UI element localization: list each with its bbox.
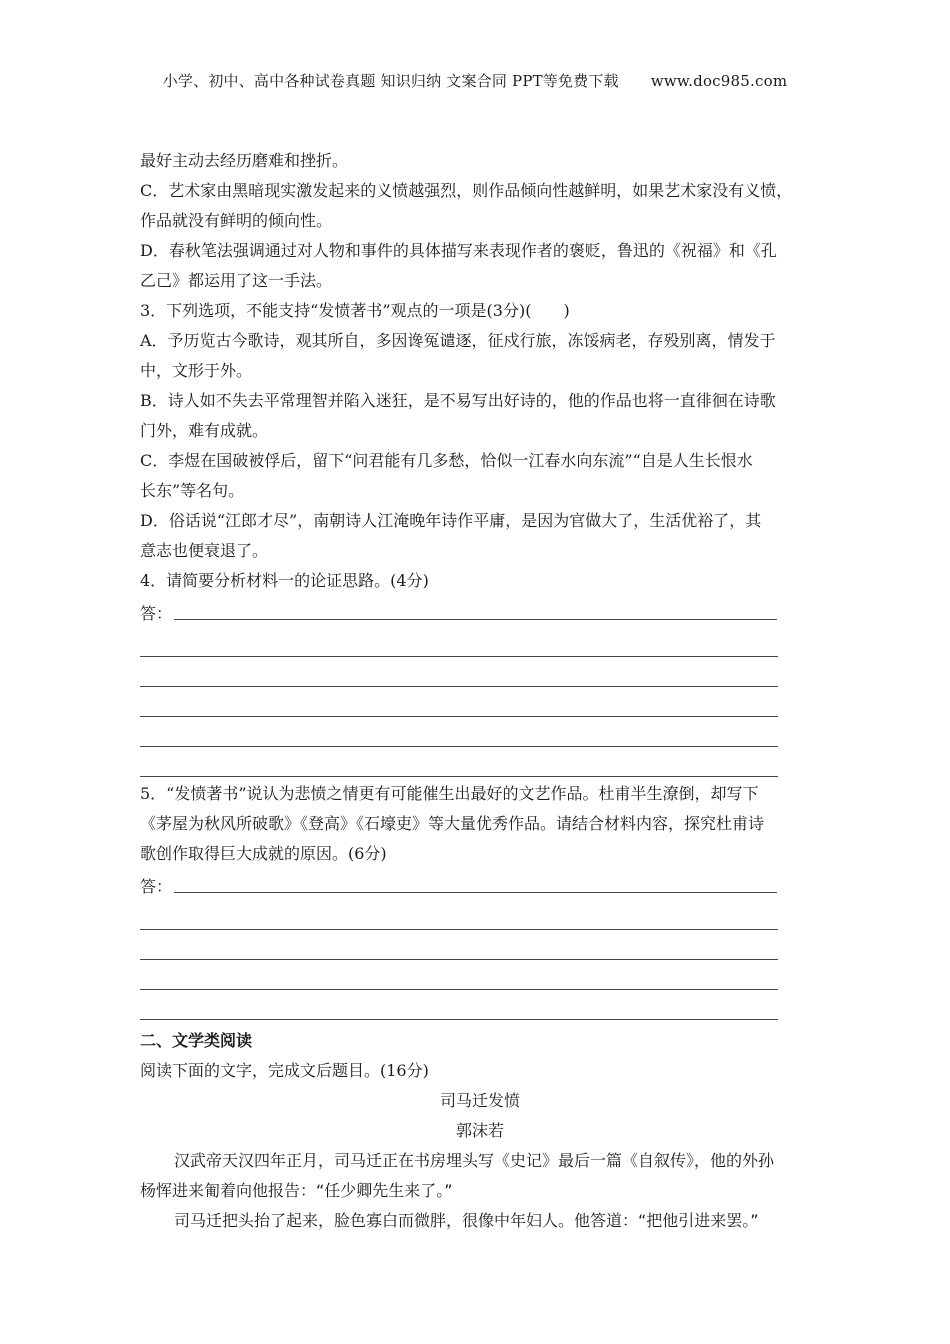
page-header	[0, 70, 950, 91]
header-text: 小学、初中、高中各种试卷真题 知识归纳 文案合同 PPT等免费下载	[162, 72, 619, 90]
story-paragraph-2: 司马迁把头抬了起来，脸色寡白而微胖，很像中年妇人。他答道：“把他引进来罢。”	[174, 1211, 759, 1230]
q5-answer-line[interactable]	[140, 960, 778, 990]
q3-option-c: C．李煜在国破被俘后，留下“问君能有几多愁，恰似一江春水向东流”“自是人生长恨水	[140, 451, 753, 470]
q4-answer-line[interactable]	[140, 687, 778, 717]
q3-stem: 3．下列选项，不能支持“发愤著书”观点的一项是(3分)( )	[140, 301, 570, 320]
q4-stem: 4．请简要分析材料一的论证思路。(4分)	[140, 571, 429, 590]
q5-answer-rule[interactable]	[174, 892, 777, 893]
q5-answer-line[interactable]	[140, 990, 778, 1020]
story-author: 郭沫若	[455, 1121, 504, 1140]
page-content	[140, 146, 820, 1236]
header-site-link[interactable]: www.doc985.com	[650, 72, 788, 90]
story-title: 司马迁发愤	[439, 1091, 520, 1110]
q5-answer-label: 答：	[140, 877, 173, 896]
section-instruction: 阅读下面的文字，完成文后题目。(16分)	[140, 1061, 429, 1080]
section-heading: 二、文学类阅读	[140, 1031, 253, 1050]
q2-option-b-tail: 最好主动去经历磨难和挫折。	[140, 151, 349, 170]
q3-option-d-cont: 意志也便衰退了。	[140, 541, 269, 560]
q4-answer-line[interactable]	[140, 717, 778, 747]
q3-option-d: D．俗话说“江郎才尽”，南朝诗人江淹晚年诗作平庸，是因为官做大了，生活优裕了，其	[140, 511, 762, 530]
q4-answer-line[interactable]	[140, 747, 778, 777]
q3-option-c-cont: 长东”等名句。	[140, 481, 245, 500]
q4-answer-line[interactable]	[140, 627, 778, 657]
q2-option-c: C．艺术家由黑暗现实激发起来的义愤越强烈，则作品倾向性越鲜明，如果艺术家没有义愤，	[140, 181, 793, 200]
q3-option-a: A．予历览古今歌诗，观其所自，多因谗冤谴逐，征戍行旅，冻馁病老，存殁别离，情发于	[140, 331, 776, 350]
q4-answer-line[interactable]	[140, 657, 778, 687]
q2-option-d-cont: 乙己》都运用了这一手法。	[140, 271, 333, 290]
q2-option-d: D．春秋笔法强调通过对人物和事件的具体描写来表现作者的褒贬，鲁迅的《祝福》和《孔	[140, 241, 777, 260]
q5-stem: 5．“发愤著书”说认为悲愤之情更有可能催生出最好的文艺作品。杜甫半生潦倒，却写下	[140, 784, 759, 803]
q3-option-a-cont: 中，文形于外。	[140, 361, 253, 380]
q3-option-b: B．诗人如不失去平常理智并陷入迷狂，是不易写出好诗的，他的作品也将一直徘徊在诗歌	[140, 391, 776, 410]
q5-answer-line[interactable]	[140, 900, 778, 930]
q2-option-c-cont: 作品就没有鲜明的倾向性。	[140, 211, 333, 230]
story-paragraph-1-cont: 杨恽进来匍着向他报告：“任少卿先生来了。”	[140, 1181, 453, 1200]
q3-option-b-cont: 门外，难有成就。	[140, 421, 269, 440]
q5-answer-line[interactable]	[140, 930, 778, 960]
story-paragraph-1: 汉武帝天汉四年正月，司马迁正在书房埋头写《史记》最后一篇《自叙传》，他的外孙	[174, 1151, 775, 1170]
q5-answer-first-line[interactable]	[140, 869, 820, 900]
q4-answer-first-line[interactable]	[140, 596, 820, 627]
q4-answer-rule[interactable]	[174, 619, 777, 620]
q4-answer-label: 答：	[140, 604, 173, 623]
q5-stem-cont: 《茅屋为秋风所破歌》《登高》《石壕吏》等大量优秀作品。请结合材料内容，探究杜甫诗	[140, 814, 765, 833]
q5-stem-cont: 歌创作取得巨大成就的原因。(6分)	[140, 844, 387, 863]
